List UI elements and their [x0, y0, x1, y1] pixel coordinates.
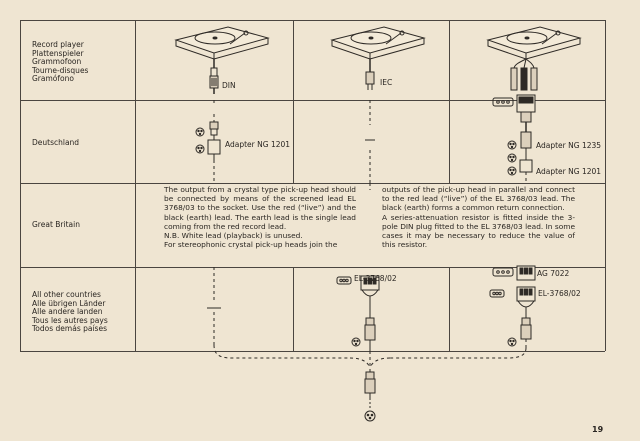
row-label-other-countries: All other countries Alle übrigen Länder Alle andere landen Tous les autres pays Todos demás países: [32, 290, 108, 334]
adapter-ng1235-label: Adapter NG 1235: [536, 141, 602, 150]
adapter-ng1235-symbol: [493, 95, 535, 183]
row-label-great-britain: Great Britain: [32, 220, 80, 229]
gb-instructions-right: outputs of the pick-up head in parallel and connect to the red lead (“live”) of the EL 3768/03 lead. The black (earth) forms a common return connection. A series-attenuation resistor is fitted inside the 3-pole DIN plug fitted to the EL 3768/03 lead. In some cases it may be necessary to reduce the value of this resistor.: [382, 185, 575, 250]
common-din-plug-symbol: [350, 358, 390, 421]
adapter-ng1201-left-symbol: [196, 100, 220, 183]
other-countries-left-line: [207, 308, 350, 358]
adapter-ng1201-right-label: Adapter NG 1201: [536, 167, 602, 176]
turntable-stereo-icon: [488, 27, 580, 90]
adapter-ng1201-left-label: Adapter NG 1201: [225, 140, 291, 149]
el-3768-center-label: EL-3768/02: [354, 274, 397, 283]
iec-direct-line: [365, 100, 375, 183]
gb-instructions-left: The output from a crystal type pick-up head should be connected by means of the screened lead EL 3768/03 to the socket. Use the red (“live”) and the black (earth) lead. The earth lead is the single lead coming from the red record lead. N.B. White lead (playback) is unused. For stereophonic crystal pick-up heads join the: [164, 185, 356, 250]
el-3768-right-symbol: [390, 266, 535, 358]
iec-label: IEC: [380, 78, 393, 87]
row-label-record-player: Record player Plattenspieler Grammofoon Tourne-disques Gramófono: [32, 40, 89, 84]
ag7022-label: AG 7022: [537, 269, 570, 278]
turntable-iec-icon: [332, 27, 424, 90]
din-label: DIN: [222, 81, 236, 90]
el-3768-center-symbol: [337, 276, 379, 372]
row-label-deutschland: Deutschland: [32, 138, 80, 147]
page-number: 19: [592, 425, 604, 434]
el-3768-right-label: EL-3768/02: [538, 289, 581, 298]
